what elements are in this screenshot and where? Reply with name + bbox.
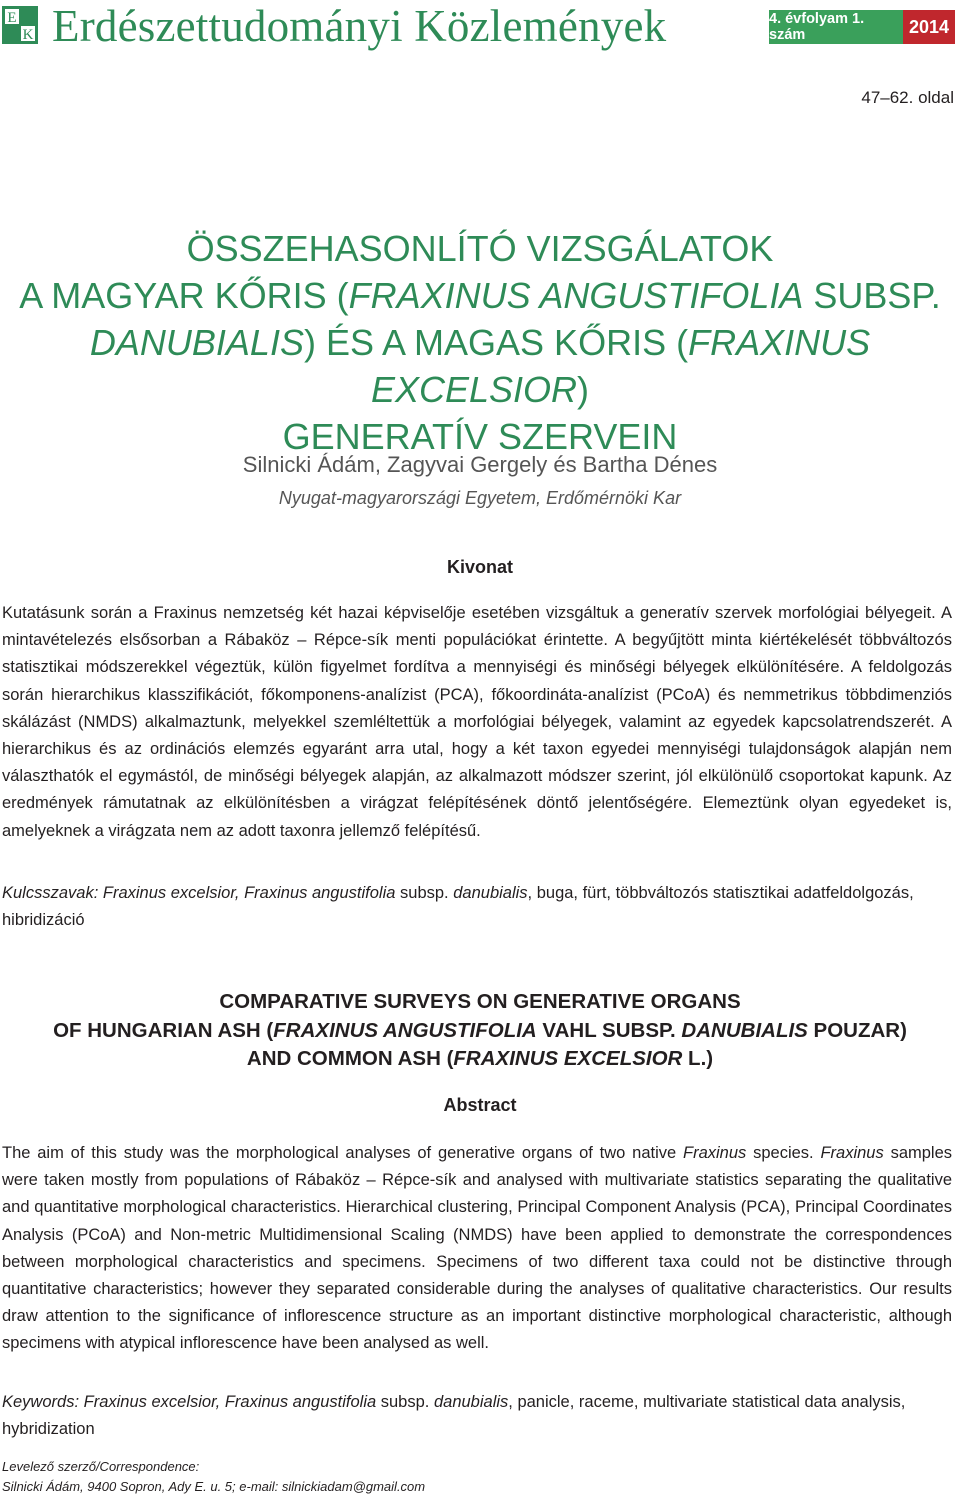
abstract-en-genus2: Fraxinus (820, 1144, 884, 1162)
journal-logo (2, 6, 38, 44)
title-en-line3-italic: FRAXINUS EXCELSIOR (453, 1047, 683, 1070)
title-hu-line4: GENERATÍV SZERVEIN (282, 416, 678, 457)
correspondence (2, 1457, 425, 1497)
correspondence-text: Silnicki Ádám, 9400 Sopron, Ady E. u. 5; e-mail: silnickiadam@gmail.com (2, 1479, 426, 1494)
keywords-en-subspecies: danubialis (433, 1393, 509, 1411)
title-hu-line3-italic1: DANUBIALIS (89, 322, 304, 363)
title-hu-line3-italic2: FRAXINUS EXCELSIOR (370, 322, 871, 410)
abstract-text-hu: Kutatásunk során a Fraxinus nemzetség két hazai képviselője esetében vizsgáltuk a generatív szervek morfológiai bélyegeit. A mintavételezés elsősorban a Rábaköz – Répce-sík menti populációkat érintette. A begyűjtött minta kiértékelését többváltozós statisztikai módszerekkel végeztük, külön figyelmet fordítva a mennyiségi és minőségi bélyegek elkülönítésére. A feldolgozás során hierarchikus klasszifikációt, főkomponens-analízist (PCA), főkoordináta-analízist (PCoA) és nemmetrikus többdimenziós skálázást (NMDS) alkalmaztunk, melyekkel szemléltettük a morfológiai bélyegek, valamint az egyedek kapcsolatrendszerét. A hierarchikus és az ordinációs elemzés egyaránt arra utal, hogy a két taxon egyedei mennyiségi tulajdonságok alapján nem választhatók el egymástól, de minőségi bélyegek alapján, az alkalmazott módszer szerint, jól elkülönülő csoportokat kapunk. Az eredmények rámutatnak az elkülönítésben a virágzat felépítésének döntő jelentőségére. Elemeztünk olyan egyedeket is, amelyeknek a virágzata nem az adott taxonra jellemző felépítésű. (2, 604, 952, 840)
title-en-line2-italic2: DANUBIALIS (681, 1018, 808, 1042)
abstract-text-en (2, 1140, 952, 1358)
keywords-en-subsp: subsp. (376, 1393, 434, 1411)
title-en-line2b: VAHL SUBSP. (536, 1018, 682, 1042)
abstract-en-part3: samples were taken mostly from populations of Rábaköz – Répce-sík and analysed with multivariate statistics separating the qualitative and quantitative morphological characteristics. Hierarchical clustering, Principal Component Analysis (PCA), Principal Coordinates Analysis (PCoA) and Non-metric Multidimensional Scaling (NMDS) have been applied to demonstrate the correspondences between morphological characteristics and specimens. Specimens of two different taxa could not be distinctive through quantitative characteristics; however they separated considerable during the analyses of qualitative characteristics. Our results draw attention to the significance of inflorescence structure as an important distinctive morphological characteristic, although specimens with atypical inflorescence have been analysed as well. (2, 1144, 953, 1353)
keywords-hu-label: Kulcsszavak: (2, 884, 99, 902)
title-hu-line2-italic: FRAXINUS ANGUSTIFOLIA (348, 275, 804, 316)
issue-year: 2014 (903, 10, 955, 44)
keywords-hu-species: Fraxinus excelsior, Fraxinus angustifolia (98, 884, 396, 902)
keywords-en-label: Keywords: (2, 1393, 80, 1411)
issue-badge (769, 10, 955, 44)
abstract-en-part1: The aim of this study was the morphological analyses of generative organs of two native (2, 1144, 684, 1162)
issue-label: 4. évfolyam 1. szám (769, 10, 903, 44)
abstract-en-genus1: Fraxinus (683, 1144, 747, 1162)
title-hu-line3a: ) ÉS A MAGAS KŐRIS ( (303, 322, 689, 363)
keywords-en-species: Fraxinus excelsior, Fraxinus angustifolia (79, 1393, 377, 1411)
keywords-hu-subspecies: danubialis (453, 884, 528, 902)
title-hungarian (0, 225, 960, 460)
title-en-line3b: L.) (682, 1047, 714, 1070)
keywords-en-rest: , panicle, raceme, multivariate statistical data analysis, hybridization (2, 1393, 906, 1439)
keywords-en (2, 1389, 952, 1443)
keywords-hu-rest: , buga, fürt, többváltozós statisztikai adatfeldolgozás, hibridizáció (2, 884, 914, 930)
correspondence-label: Levelező szerző/Correspondence: (2, 1459, 200, 1474)
title-en-line2c: POUZAR) (807, 1018, 907, 1042)
title-hu-line3b: ) (577, 369, 590, 410)
title-en-line2-italic1: FRAXINUS ANGUSTIFOLIA (273, 1018, 537, 1042)
journal-title: Erdészettudományi Közlemények (52, 1, 667, 51)
abstract-heading-en: Abstract (443, 1095, 517, 1115)
title-hu-line2b: SUBSP. (803, 275, 941, 316)
abstract-en-part2: species. (746, 1144, 821, 1162)
title-en-line2a: OF HUNGARIAN ASH ( (53, 1018, 274, 1042)
keywords-hu-subsp: subsp. (395, 884, 454, 902)
svg-text:K: K (22, 27, 34, 43)
title-english (0, 988, 960, 1074)
affiliation: Nyugat-magyarországi Egyetem, Erdőmérnöki Kar (278, 488, 682, 508)
page-range: 47–62. oldal (861, 88, 954, 107)
title-hu-line1: ÖSSZEHASONLÍTÓ VIZSGÁLATOK (186, 228, 774, 269)
title-en-line1: COMPARATIVE SURVEYS ON GENERATIVE ORGANS (219, 990, 741, 1013)
abstract-heading-hu: Kivonat (446, 557, 513, 577)
title-en-line3a: AND COMMON ASH ( (246, 1047, 454, 1070)
authors: Silnicki Ádám, Zagyvai Gergely és Bartha Dénes (242, 452, 718, 477)
title-hu-line2a: A MAGYAR KŐRIS ( (19, 275, 349, 316)
keywords-hu (2, 880, 952, 934)
svg-text:E: E (7, 10, 17, 26)
